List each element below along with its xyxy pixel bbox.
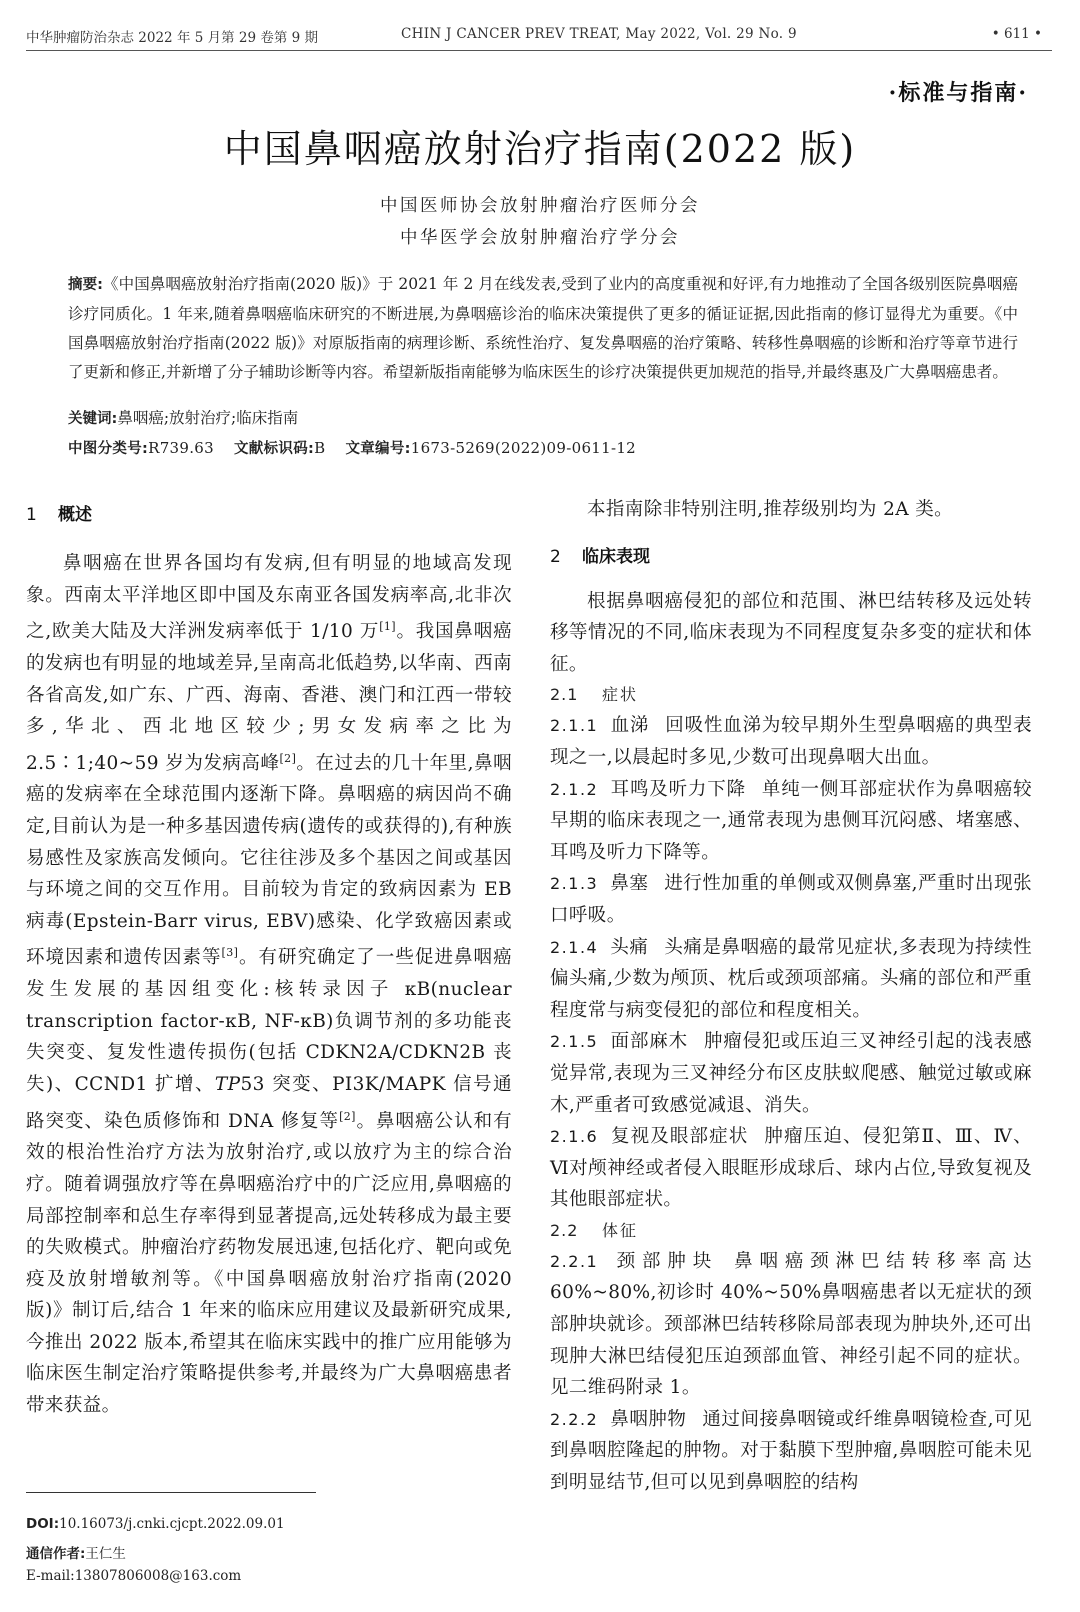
section-tag: ·标准与指南· <box>888 80 1028 106</box>
section-2-heading <box>550 542 1032 572</box>
item-text: 肿瘤侵犯或压迫三叉神经引起的浅表感觉异常,表现为三叉神经分布区皮肤蚁爬感、触觉过敏或麻木,严重者可致感觉减退、消失。 <box>550 1031 1032 1116</box>
section-2-1-number: 2.1 <box>550 685 579 705</box>
symptom-list <box>550 710 1032 1216</box>
item-text: 单纯一侧耳部症状作为鼻咽癌较早期的临床表现之一,通常表现为患侧耳沉闷感、堵塞感、耳鸣及听力下降等。 <box>550 778 1032 863</box>
item-number: 2.1.6 <box>550 1127 599 1147</box>
item-text: 鼻咽癌颈淋巴结转移率高达 60%~80%,初诊时 40%~50%鼻咽癌患者以无症状的颈部肿块就诊。颈部淋巴结转移除局部表现为肿块外,还可出现肿大淋巴结侵犯压迫颈部血管、神经引起不同的症状。见二维码附录 1。 <box>550 1250 1032 1399</box>
abstract-label: 摘要: <box>68 277 103 293</box>
article-number-value: 1673-5269(2022)09-0611-12 <box>410 439 637 457</box>
item-text: 肿瘤压迫、侵犯第Ⅱ、Ⅲ、Ⅳ、Ⅵ对颅神经或者侵入眼眶形成球后、球内占位,导致复视及其他眼部症状。 <box>550 1126 1032 1211</box>
item-term: 面部麻木 <box>610 1031 688 1053</box>
citation-ref: [3] <box>221 946 239 960</box>
clc-value: R739.63 <box>148 439 214 457</box>
item-number: 2.2.2 <box>550 1409 599 1429</box>
section-2-1-heading <box>550 680 1032 710</box>
author-label: 通信作者: <box>26 1546 86 1562</box>
item-term: 耳鸣及听力下降 <box>610 778 746 800</box>
item-number: 2.1.3 <box>550 874 599 894</box>
section-1-title: 概述 <box>58 505 92 525</box>
doi-value: 10.16073/j.cnki.cjcpt.2022.09.01 <box>59 1516 285 1532</box>
email-value: 13807806008@163.com <box>74 1568 242 1584</box>
email-label: E-mail: <box>26 1568 75 1584</box>
citation-ref: [2] <box>279 751 297 765</box>
recommendation-note: 本指南除非特别注明,推荐级别均为 2A 类。 <box>587 499 954 520</box>
header-journal-cn: 中华肿瘤防治杂志 2022 年 5 月第 29 卷第 9 期 <box>26 30 319 46</box>
item-term: 头痛 <box>610 936 649 958</box>
keywords-label: 关键词: <box>68 411 118 427</box>
symptom-item-3 <box>550 868 1032 931</box>
keywords-text: 鼻咽癌;放射治疗;临床指南 <box>117 409 299 427</box>
author-value: 王仁生 <box>85 1546 126 1562</box>
abstract <box>68 270 1018 387</box>
item-term: 颈部肿块 <box>610 1250 719 1272</box>
section-1-heading <box>26 500 512 530</box>
sign-list <box>550 1246 1032 1499</box>
section-1-number: 1 <box>26 505 37 525</box>
section-2-1-title: 症状 <box>602 685 639 705</box>
section-1-paragraph: 鼻咽癌在世界各国均有发病,但有明显的地域高发现象。西南太平洋地区即中国及东南亚各国发病率高,北非次之,欧美大陆及大洋洲发病率低于 1/10 万[1]。我国鼻咽癌的发病也有明显的地域差异,呈南高北低趋势,以华南、西南各省高发,如广东、广西、海南、香港、澳门和江西一带较多,华北、西北地区较少;男女发病率之比为 2.5∶1;40~59 岁为发病高峰[2]。在过去的几十年里,鼻咽癌的发病率在全球范围内逐渐下降。鼻咽癌的病因尚不确定,目前认为是一种多基因遗传病(遗传的或获得的),有种族易感性及家族高发倾向。它往往涉及多个基因之间或基因与环境之间的交互作用。目前较为肯定的致病因素为 EB 病毒(Epstein-Barr virus, EBV)感染、化学致癌因素或环境因素和遗传因素等[3]。有研究确定了一些促进鼻咽癌发生发展的基因组变化:核转录因子 κB(nuclear transcription factor-κB, NF-κB)负调节剂的多功能丧失突变、复发性遗传损伤(包括 CDKN2A/CDKN2B 丧失)、CCND1 扩增、TP53 突变、PI3K/MAPK 信号通路突变、染色质修饰和 DNA 修复等[2]。鼻咽癌公认和有效的根治性治疗方法为放射治疗,或以放疗为主的综合治疗。随着调强放疗等在鼻咽癌治疗中的广泛应用,鼻咽癌的局部控制率和总生存率得到显著提高,远处转移成为最主要的失败模式。肿瘤治疗药物发展迅速,包括化疗、靶向或免疫及放射增敏剂等。《中国鼻咽癌放射治疗指南(2020 版)》制订后,结合 1 年来的临床应用建议及最新研究成果,今推出 2022 版本,希望其在临床实践中的推广应用能够为临床医生制定治疗策略提供参考,并最终为广大鼻咽癌患者带来获益。 <box>26 553 512 1417</box>
footnote-author <box>26 1542 126 1562</box>
sign-item-1 <box>550 1246 1032 1404</box>
left-column <box>26 500 512 1422</box>
item-text: 进行性加重的单侧或双侧鼻塞,严重时出现张口呼吸。 <box>550 873 1032 926</box>
section-2-number: 2 <box>550 546 561 567</box>
item-text: 回吸性血涕为较早期外生型鼻咽癌的典型表现之一,以晨起时多见,少数可出现鼻咽大出血。 <box>550 715 1032 768</box>
sign-item-2 <box>550 1404 1032 1499</box>
org-2: 中华医学会放射肿瘤治疗学分会 <box>400 228 680 248</box>
header-journal-en: CHIN J CANCER PREV TREAT, May 2022, Vol. 29 No. 9 <box>401 26 797 42</box>
section-2-2-number: 2.2 <box>550 1220 579 1240</box>
header-page-number: • 611 • <box>991 26 1042 42</box>
right-column <box>550 494 1032 1499</box>
doc-code-value: B <box>314 439 326 457</box>
running-header <box>26 22 1052 51</box>
keywords <box>68 406 298 428</box>
item-term: 复视及眼部症状 <box>610 1126 749 1148</box>
gene-name-italic: TP <box>214 1073 241 1095</box>
item-number: 2.1.4 <box>550 937 599 957</box>
section-2-title: 临床表现 <box>582 546 650 567</box>
article-title: 中国鼻咽癌放射治疗指南(2022 版) <box>223 127 857 171</box>
section-2-2-heading <box>550 1216 1032 1246</box>
abstract-text: 《中国鼻咽癌放射治疗指南(2020 版)》于 2021 年 2 月在线发表,受到了业内的高度重视和好评,有力地推动了全国各级别医院鼻咽癌诊疗同质化。1 年来,随着鼻咽癌临床研究的不断进展,为鼻咽癌诊治的临床决策提供了更多的循证证据,因此指南的修订显得尤为重要。《中国鼻咽癌放射治疗指南(2022 版)》对原版指南的病理诊断、系统性治疗、复发鼻咽癌的治疗策略、转移性鼻咽癌的诊断和治疗等章节进行了更新和修正,并新增了分子辅助诊断等内容。希望新版指南能够为临床医生的诊疗决策提供更加规范的指导,并最终惠及广大鼻咽癌患者。 <box>68 275 1018 381</box>
section-2-2-title: 体征 <box>602 1220 639 1240</box>
symptom-item-2 <box>550 774 1032 869</box>
item-number: 2.1.5 <box>550 1032 599 1052</box>
item-number: 2.1.2 <box>550 779 599 799</box>
clc-label: 中图分类号: <box>68 441 149 457</box>
article-number-label: 文章编号: <box>345 441 411 457</box>
symptom-item-5 <box>550 1026 1032 1121</box>
item-text: 通过间接鼻咽镜或纤维鼻咽镜检查,可见到鼻咽腔隆起的肿物。对于黏膜下型肿瘤,鼻咽腔可能未见到明显结节,但可以见到鼻咽腔的结构 <box>550 1408 1032 1494</box>
org-1: 中国医师协会放射肿瘤治疗医师分会 <box>380 196 700 216</box>
item-number: 2.1.1 <box>550 716 599 736</box>
citation-ref: [1] <box>379 620 397 634</box>
footnote-rule <box>26 1492 316 1493</box>
symptom-item-1 <box>550 710 1032 773</box>
classification-line <box>68 437 636 458</box>
symptom-item-6 <box>550 1121 1032 1216</box>
item-term: 血涕 <box>610 715 650 737</box>
item-text: 头痛是鼻咽癌的最常见症状,多表现为持续性偏头痛,少数为颅顶、枕后或颈项部痛。头痛的部位和严重程度常与病变侵犯的部位和程度相关。 <box>550 936 1032 1021</box>
item-term: 鼻咽肿物 <box>610 1408 687 1430</box>
symptom-item-4 <box>550 932 1032 1027</box>
section-2-paragraph: 根据鼻咽癌侵犯的部位和范围、淋巴结转移及远处转移等情况的不同,临床表现为不同程度复杂多变的症状和体征。 <box>550 590 1032 675</box>
doi-label: DOI: <box>26 1516 60 1532</box>
item-number: 2.2.1 <box>550 1251 599 1271</box>
doc-code-label: 文献标识码: <box>234 441 315 457</box>
footnote-email <box>26 1568 241 1584</box>
citation-ref: [2] <box>339 1109 356 1123</box>
footnote-doi <box>26 1516 285 1532</box>
item-term: 鼻塞 <box>610 873 649 895</box>
